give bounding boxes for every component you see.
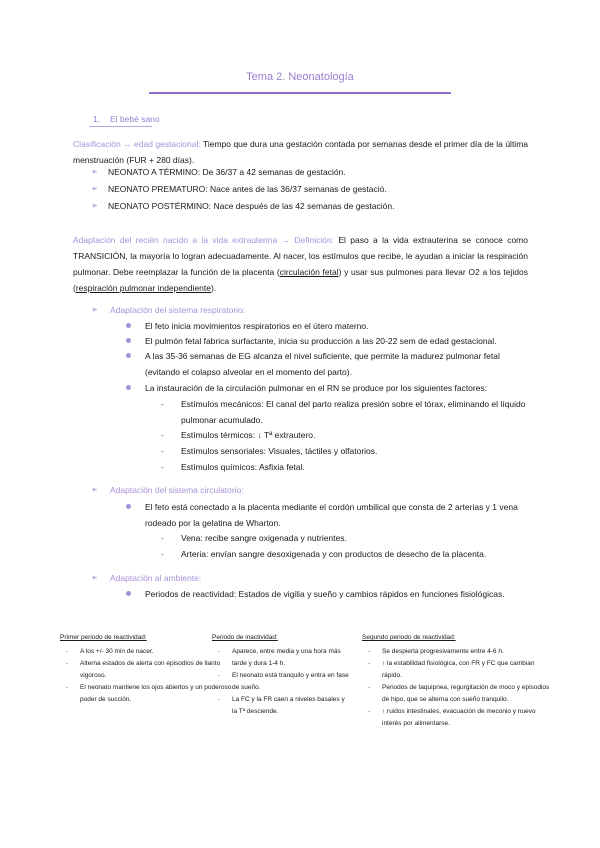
bullet-dot-icon bbox=[126, 338, 131, 343]
list-item: - El neonato está tranquilo y entra en fase de sueño. bbox=[218, 672, 349, 691]
list-item: - ↑ ruidos intestinales, evacuación de meconio y nuevo interés por alimentarse. bbox=[368, 708, 536, 727]
title-underline bbox=[149, 92, 451, 94]
bullet-dot-icon bbox=[126, 323, 131, 328]
bullet-dot-icon bbox=[126, 385, 131, 390]
list-item: - El neonato mantiene los ojos abiertos y un poderoso poder de succión. bbox=[66, 684, 232, 703]
document-page: Tema 2. Neonatología 1. El bebé sano Clasificación → edad gestacional: Tiempo que dura una gestación contada por semanas desde el primer día de la última menstruación (FUR + 280 días). ➢ NEONATO A TÉRMINO: De 36/37 a 42 semanas de gestación. ➢ NEONATO PREMATURO: Nace antes de las 36/37 semanas de gestació. ➢ NEONATO POSTÉRMINO: Nace después de las 42 semanas de gestación. Adaptación del recién nacido a la vida extrauterina → Definición: El paso a la vida extrauterina se conoce como TRANSICIÓN, la mayoría lo logran adecuadamente. Al nacer, los estímulos que recibe, le ayudan a iniciar la respiración pulmonar. Debe reemplazar la función de la placenta (circulación fetal) y usar sus pulmones para llevar O2 a los tejidos (respiración pulmonar independiente). ➢ Adaptación del sistema respiratorio: El feto inicia movimientos respiratorios en el útero materno. El pulmón fetal fabrica surfactante, inicia su producción a las 20-22 sem de edad gestacional. A las 35-36 semanas de EG alcanza el nivel suficiente, que permite la madurez pulmonar fetal (evitando el colapso alveolar en el momento del parto). La instauración de la circulación pulmonar en el RN se produce por los siguientes factores: - Estímulos mecánicos: El canal del parto realiza presión sobre el tórax, eliminando el líquido pulmonar acumulado. - Estímulos térmicos: ↓ Tª extrautero. - Estímulos sensoriales: Visuales, táctiles y olfatorios. - Estímulos químicos: Asfixia fetal. ➢ Adaptación del sistema circulatorio: El feto está conectado a la placenta mediante el cordón umbilical que consta de 2 arterias y 1 vena rodeado por la gelatina de Wharton. - Vena: recibe sangre oxigenada y nutrientes. - Arteria: envían sangre desoxigenada y con productos de desecho de la placenta. ➢ Adaptación al ambiente: Periodos de reactividad: Estados de vigilia y sueño y cambios rápidos en funciones fisiológicas. Primer periodo de reactividad: - A los +/- 30 min de nacer. - Alterna estados de alerta con episodios de llanto vigoroso. - El neonato mantiene los ojos abiertos y un poderoso poder de succión. Periodo de inactividad: - Aparece, entre media y una hora más tarde y dura 1-4 h. - El neonato está tranquilo y entra en fase de sueño. - La FC y la FR caen a niveles basales y la Tª desciende. Segundo periodo de reactividad: - Se despierta progresivamente entre 4-6 h. - ↑ la estabilidad fisiológica, con FR y FC que cambian rápido. - Periodos de taquipnea, regurgitación de moco y episodios de hipo, que se alterna con sueño tranquilo. - ↑ ruidos intestinales, evacuación de meconio y nuevo interés por alimentarse. bbox=[0, 0, 600, 848]
arrow-bullet-icon: ➢ bbox=[91, 485, 98, 494]
reactivity-column-2 bbox=[212, 632, 350, 718]
arrow-bullet-icon: ➢ bbox=[91, 305, 98, 314]
list-item: - Aparece, entre media y una hora más tarde y dura 1-4 h. bbox=[218, 648, 341, 667]
section-number: 1. bbox=[93, 114, 101, 124]
bullet-dot-icon bbox=[126, 353, 131, 358]
adaptation-label: Adaptación del recién nacido a la vida extrauterina → Definición: bbox=[73, 235, 335, 245]
section-underline bbox=[89, 126, 152, 127]
column-heading: Primer periodo de reactividad: bbox=[60, 634, 147, 641]
bullet-dot-icon bbox=[126, 504, 131, 509]
circulation-term: circulación fetal bbox=[279, 267, 339, 277]
list-item: - Alterna estados de alerta con episodios de llanto vigoroso. bbox=[66, 660, 221, 679]
arrow-bullet-icon: ➢ bbox=[91, 167, 98, 176]
column-heading: Segundo periodo de reactividad: bbox=[362, 634, 456, 641]
reactivity-column-1 bbox=[60, 632, 232, 706]
page-title: Tema 2. Neonatología bbox=[246, 71, 354, 83]
respiration-term: respiración pulmonar independiente bbox=[75, 283, 211, 293]
arrow-bullet-icon: ➢ bbox=[91, 573, 98, 582]
section-heading: El bebé sano bbox=[110, 114, 160, 124]
classification-paragraph bbox=[73, 136, 528, 168]
list-item: - Periodos de taquipnea, regurgitación de moco y episodios de hipo, que se alterna con sueño tranquilo. bbox=[368, 684, 550, 703]
adaptation-paragraph: Adaptación del recién nacido a la vida extrauterina → Definición: El paso a la vida extrauterina se conoce como TRANSICIÓN, la mayoría lo logran adecuadamente. Al nacer, los estímulos que recibe, le ayudan a iniciar la respiración pulmonar. Debe reemplazar la función de la placenta (circulación fetal) y usar sus pulmones para llevar O2 a los tejidos (respiración pulmonar independiente). bbox=[73, 235, 528, 293]
list-item: - ↑ la estabilidad fisiológica, con FR y FC que cambian rápido. bbox=[368, 660, 535, 679]
classification-text: Tiempo que dura una gestación contada por semanas desde el primer día de la última menstruación (FUR + 280 días). bbox=[73, 139, 528, 165]
list-item: - Se despierta progresivamente entre 4-6 h. bbox=[368, 648, 504, 655]
list-item: - La FC y la FR caen a niveles basales y la Tª desciende. bbox=[218, 696, 345, 715]
list-item: - A los +/- 30 min de nacer. bbox=[66, 648, 154, 655]
reactivity-column-3 bbox=[362, 632, 552, 730]
bullet-dot-icon bbox=[126, 591, 131, 596]
classification-label: Clasificación → edad gestacional: bbox=[73, 139, 201, 149]
column-heading: Periodo de inactividad: bbox=[212, 634, 278, 641]
arrow-bullet-icon: ➢ bbox=[91, 184, 98, 193]
arrow-bullet-icon: ➢ bbox=[91, 201, 98, 210]
